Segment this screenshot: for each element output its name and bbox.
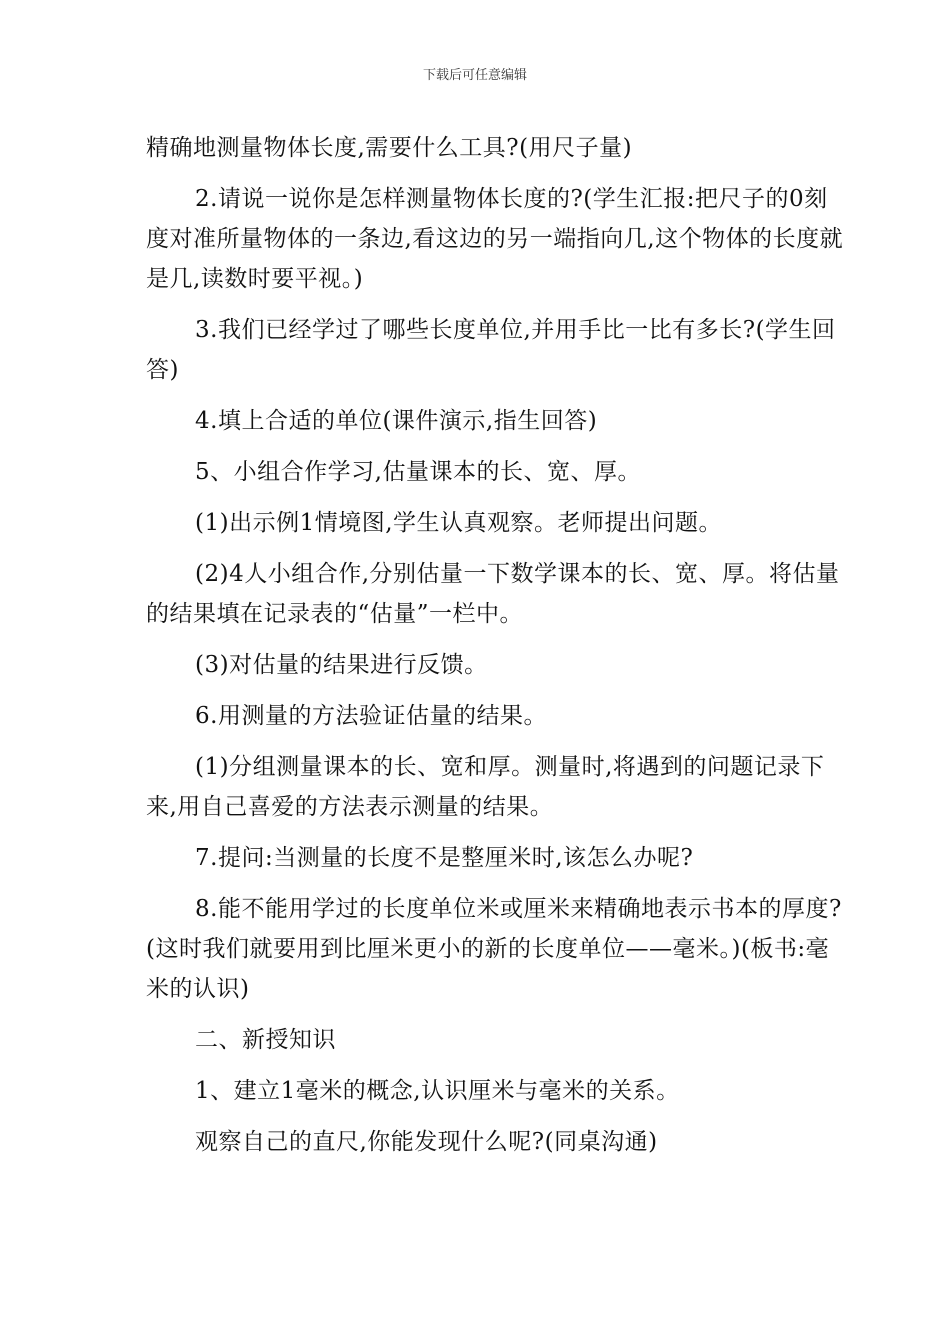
paragraph-14: 1、建立1毫米的概念,认识厘米与毫米的关系。: [195, 1078, 680, 1104]
paragraph-9: 6.用测量的方法验证估量的结果。: [195, 703, 547, 729]
paragraph-5: 5、小组合作学习,估量课本的长、宽、厚。: [195, 459, 641, 485]
paragraph-8: (3)对估量的结果进行反馈。: [195, 652, 488, 678]
paragraph-3: 3.我们已经学过了哪些长度单位,并用手比一比有多长?(学生回答): [146, 317, 836, 383]
paragraph-11: 7.提问:当测量的长度不是整厘米时,该怎么办呢?: [195, 845, 694, 871]
paragraph-10: (1)分组测量课本的长、宽和厚。测量时,将遇到的问题记录下来,用自己喜爱的方法表示测量的结果。: [146, 754, 825, 820]
page-header: 下载后可任意编辑: [422, 68, 527, 83]
paragraph-7: (2)4人小组合作,分别估量一下数学课本的长、宽、厚。将估量的结果填在记录表的“估量”一栏中。: [146, 561, 840, 627]
paragraph-12: 8.能不能用学过的长度单位米或厘米来精确地表示书本的厚度?(这时我们就要用到比厘米更小的新的长度单位——毫米。)(板书:毫米的认识): [146, 896, 842, 1002]
paragraph-1: 精确地测量物体长度,需要什么工具?(用尺子量): [146, 135, 633, 161]
document-body: [146, 128, 846, 1173]
paragraph-6: (1)出示例1情境图,学生认真观察。老师提出问题。: [195, 510, 723, 536]
section-heading: 二、新授知识: [195, 1027, 336, 1053]
paragraph-4: 4.填上合适的单位(课件演示,指生回答): [195, 408, 598, 434]
paragraph-15: 观察自己的直尺,你能发现什么呢?(同桌沟通): [195, 1129, 658, 1155]
paragraph-2: 2.请说一说你是怎样测量物体长度的?(学生汇报:把尺子的0刻度对准所量物体的一条边,看这边的另一端指向几,这个物体的长度就是几,读数时要平视。): [146, 186, 844, 292]
